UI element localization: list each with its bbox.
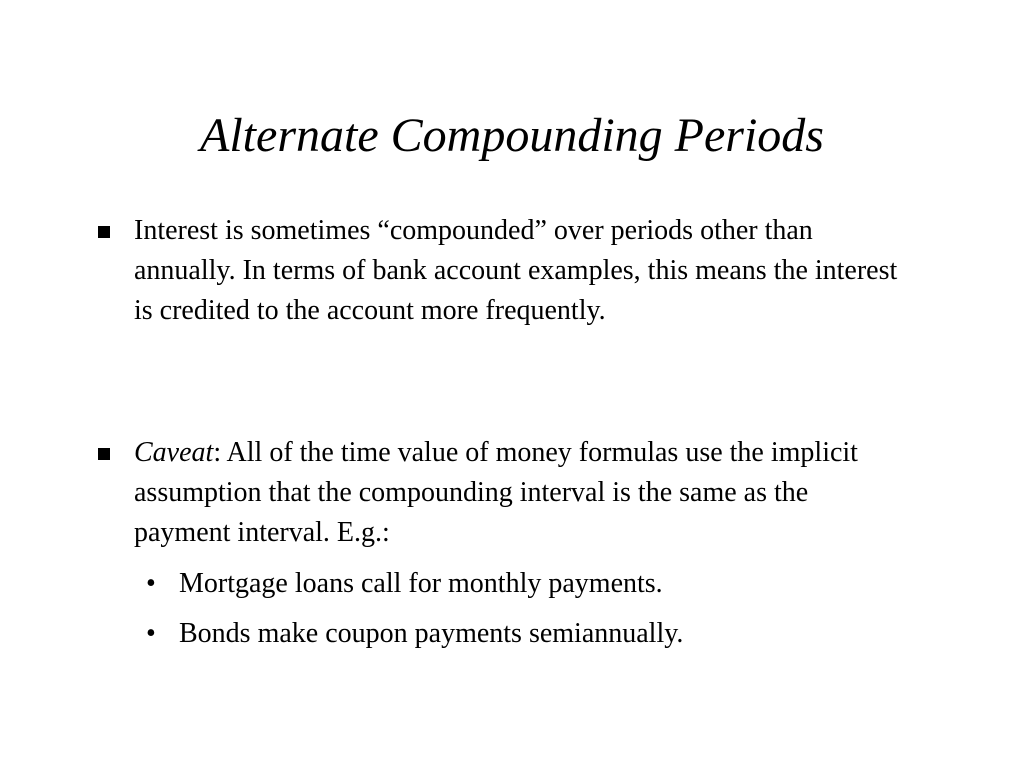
sub-bullet-text: Mortgage loans call for monthly payments. (179, 568, 663, 599)
sub-bullet-mortgage (146, 564, 906, 604)
bullet-text: Interest is sometimes “compounded” over periods other than annually. In terms of bank account examples, this means the interest is credited to the account more frequently. (134, 215, 898, 326)
square-bullet-icon (98, 448, 110, 460)
round-bullet-icon: • (146, 618, 156, 649)
sub-bullet-text: Bonds make coupon payments semiannually. (179, 618, 684, 649)
bullet-item-caveat (98, 433, 898, 553)
bullet-text-wrapper (134, 433, 898, 553)
slide-title: Alternate Compounding Periods (200, 109, 824, 162)
bullet-item-interest (98, 211, 898, 331)
caveat-emphasis: Caveat (134, 437, 214, 468)
square-bullet-icon (98, 226, 110, 238)
sub-bullet-bonds (146, 614, 906, 654)
bullet-text: : All of the time value of money formulas use the implicit assumption that the compounding interval is the same as the payment interval. E.g.: (134, 437, 858, 548)
round-bullet-icon: • (146, 568, 156, 599)
